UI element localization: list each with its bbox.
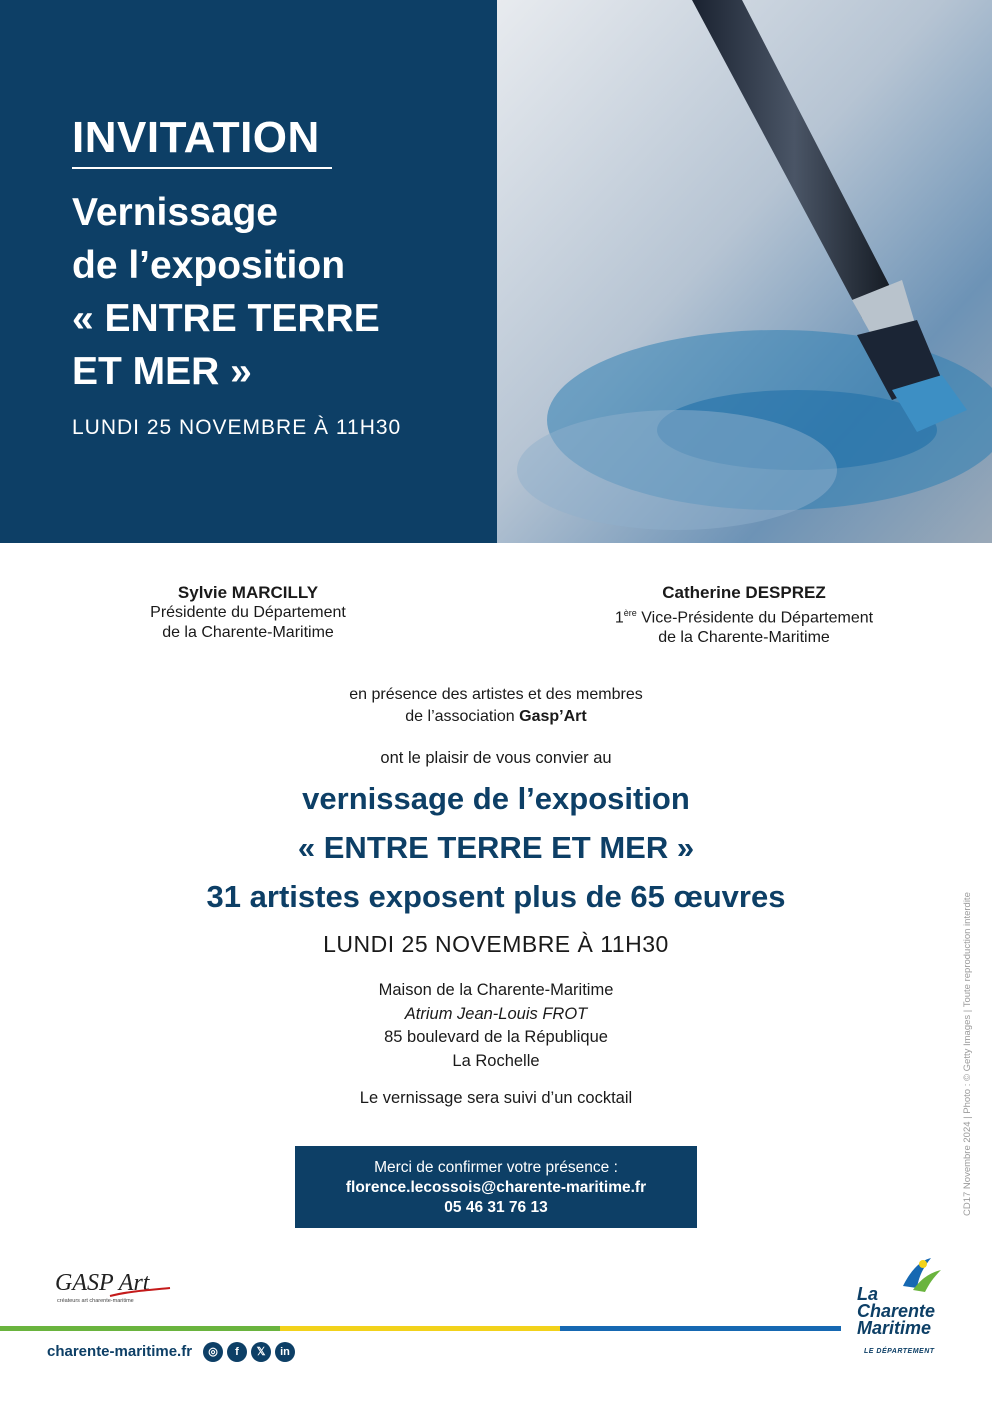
logo-wordmark [857,1286,935,1337]
title-underline [72,167,332,169]
gaspart-logo [55,1266,175,1310]
footer-stripe-blue [560,1326,841,1331]
event-date: LUNDI 25 NOVEMBRE À 11H30 [323,931,669,957]
footer-stripe-yellow [280,1326,560,1331]
signatory-name: Sylvie MARCILLY [177,583,319,602]
rsvp-box [295,1146,697,1228]
website-link[interactable]: charente-maritime.fr [47,1343,193,1360]
rsvp-phone[interactable]: 05 46 31 76 13 [444,1199,548,1216]
paintbrush-photo [497,0,992,543]
exhibition-title-line: « ENTRE TERRE ET MER » [297,830,695,865]
gasp-logo-sub: créateurs art charente-maritime [57,1298,134,1304]
presence-line [0,706,992,728]
invite-phrase: ont le plaisir de vous convier au [380,749,612,767]
ordinal-number: 1 [614,609,624,627]
facebook-icon[interactable]: f [227,1342,247,1362]
presence-line: en présence des artistes et des membres [349,686,643,703]
exhibition-title-line: 31 artistes exposent plus de 65 œuvres [206,879,786,914]
exhibition-title-line: vernissage de l’exposition [302,781,690,816]
hero-heading-line: ET MER » [72,350,252,393]
cocktail-note: Le vernissage sera suivi d’un cocktail [359,1089,633,1107]
presence-text [0,684,992,728]
association-name: Gasp’Art [519,708,587,725]
hero-heading [72,186,492,398]
hero-heading-line: de l’exposition [72,244,346,287]
ordinal-suffix: ère [623,608,637,618]
logo-subtitle: LE DÉPARTEMENT [864,1348,935,1355]
signatory-name: Catherine DESPREZ [662,583,826,602]
logo-line: Charente [857,1301,936,1321]
logo-line: La [857,1284,879,1304]
signatory-role: de la Charente-Maritime [162,624,334,641]
address-line: Maison de la Charente-Maritime [378,981,614,999]
gasp-logo-text: GASP Art [55,1270,150,1296]
photo-credit: CD17 Novembre 2024 | Photo : © Getty Images | Toute reproduction interdite [962,892,973,1216]
address-line: 85 boulevard de la République [384,1028,608,1046]
paintbrush-illustration [497,0,992,543]
signatory-right [584,583,904,648]
address [0,979,992,1073]
hero-panel [0,0,497,543]
rsvp-email-link[interactable]: florence.lecossois@charente-maritime.fr [345,1179,647,1196]
instagram-icon[interactable]: ◎ [203,1342,223,1362]
rsvp-text: Merci de confirmer votre présence : [374,1159,618,1176]
exhibition-title [0,774,992,921]
signatory-role: de la Charente-Maritime [658,629,830,647]
signatory-role-text: Vice-Présidente du Département [636,609,874,627]
logo-line: Maritime [857,1318,932,1338]
linkedin-icon[interactable]: in [275,1342,295,1362]
presence-prefix: de l’association [405,708,520,725]
hero-date: LUNDI 25 NOVEMBRE À 11H30 [72,416,402,439]
signatory-role: Présidente du Département [150,604,346,621]
signatory-left [88,583,408,643]
address-line: Atrium Jean-Louis FROT [404,1004,588,1023]
footer-stripe-green [0,1326,280,1331]
invitation-title: INVITATION [72,113,320,162]
hero-heading-line: « ENTRE TERRE [72,297,380,340]
x-icon[interactable]: 𝕏 [251,1342,271,1362]
hero-heading-line: Vernissage [72,191,278,234]
address-line: La Rochelle [452,1051,540,1070]
signatory-role [584,603,904,628]
